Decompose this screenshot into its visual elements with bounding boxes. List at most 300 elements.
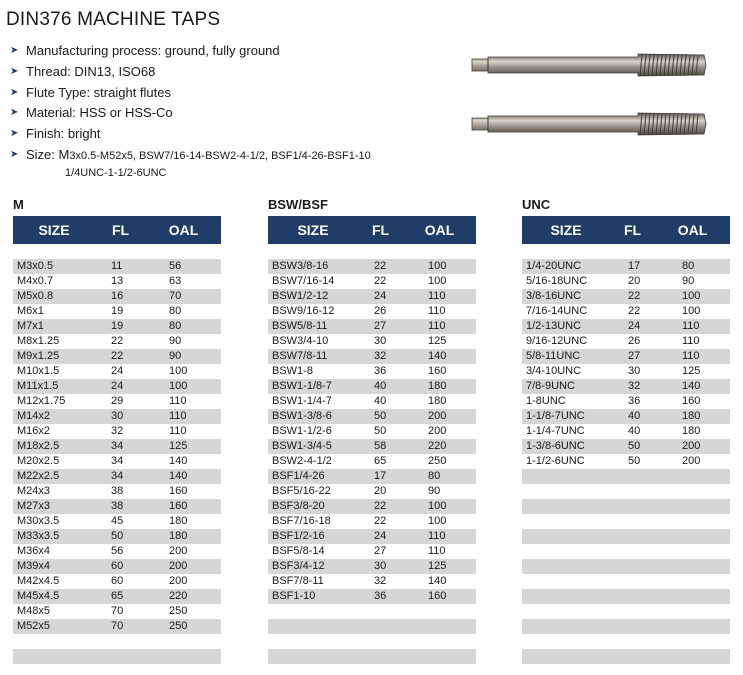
spec-label: Thread: DIN13, ISO68 [26,63,156,79]
cell-size: BSF3/8-20 [272,500,325,512]
cell-oal: 63 [169,275,182,287]
cell-fl: 40 [374,395,387,407]
cell-oal [678,589,730,604]
cell-size [522,469,624,484]
table-row [268,364,476,379]
cell-fl: 22 [374,515,387,527]
cell-fl: 26 [374,305,387,317]
header-oal: OAL [677,222,708,238]
cell-oal: 180 [428,395,447,407]
cell-oal: 110 [169,410,187,422]
cell-fl: 11 [111,260,123,272]
cell-oal: 160 [169,485,188,497]
cell-size: BSF7/8-11 [272,575,324,587]
cell-fl: 34 [111,440,124,452]
cell-fl: 26 [628,335,641,347]
cell-oal: 220 [428,440,447,452]
table-row [522,574,730,589]
cell-size: BSW5/8-11 [272,320,328,332]
table-row [268,559,476,574]
tap-drawing [470,109,708,139]
table-row [522,604,730,619]
spec-item [10,103,371,124]
table-header [13,216,221,244]
cell-oal: 80 [169,305,182,317]
cell-size [268,649,370,664]
table-row [522,304,730,319]
table-row [268,634,476,649]
cell-oal: 160 [682,395,701,407]
cell-size [268,619,370,634]
cell-size [268,604,370,619]
cell-oal: 200 [169,545,188,557]
table-row [522,364,730,379]
table-row [522,544,730,559]
cell-oal: 160 [428,590,447,602]
cell-size: M9x1.25 [17,350,60,362]
table-row [522,499,730,514]
cell-oal [678,469,730,484]
cell-oal [678,574,730,589]
cell-fl: 50 [111,530,124,542]
table-row [522,259,730,274]
table-row [522,529,730,544]
header-fl: FL [111,222,130,238]
cell-oal [678,544,730,559]
table-row [13,454,221,469]
table-body [13,259,221,664]
cell-size: M48x5 [17,605,51,617]
table-title: M [13,197,24,212]
cell-fl: 32 [111,425,124,437]
cell-oal: 80 [428,470,441,482]
cell-oal: 160 [169,500,188,512]
cell-fl: 34 [111,470,124,482]
table-row [13,289,221,304]
cell-size: BSF5/16-22 [272,485,331,497]
table-row [13,349,221,364]
cell-fl: 17 [628,260,641,272]
table-row [522,649,730,664]
header-size: SIZE [38,222,70,238]
cell-fl: 60 [111,560,124,572]
cell-size: M33x3.5 [17,530,60,542]
table-row [13,424,221,439]
arrow-bullet-icon: ➤ [10,65,19,77]
cell-oal: 250 [169,620,188,632]
cell-size [522,559,624,574]
cell-oal: 110 [169,395,187,407]
cell-oal: 180 [682,410,701,422]
cell-oal: 125 [682,365,701,377]
cell-size: 1/2-13UNC [526,320,582,332]
cell-fl: 32 [374,350,387,362]
cell-size: 1-1/2-6UNC [526,455,585,467]
table-row [522,349,730,364]
cell-fl [624,634,678,649]
cell-oal: 200 [169,560,188,572]
header-size: SIZE [297,222,329,238]
cell-size [522,649,624,664]
cell-oal: 100 [682,305,701,317]
cell-size: M14x2 [17,410,51,422]
cell-fl: 24 [111,365,124,377]
cell-oal [678,514,730,529]
table-row [13,589,221,604]
cell-oal [678,559,730,574]
cell-fl: 70 [111,620,124,632]
table-row [522,379,730,394]
cell-fl: 19 [111,305,124,317]
table-row [268,529,476,544]
cell-fl: 30 [628,365,641,377]
cell-size: BSW3/4-10 [272,335,329,347]
cell-size: M12x1.75 [17,395,66,407]
unc-table [522,196,730,664]
cell-fl [624,529,678,544]
cell-fl: 22 [628,305,641,317]
cell-size: M5x0.8 [17,290,54,302]
cell-oal: 100 [682,290,701,302]
cell-fl [624,499,678,514]
cell-fl: 22 [374,275,387,287]
cell-fl: 36 [628,395,641,407]
cell-oal [678,529,730,544]
cell-oal: 140 [428,350,447,362]
cell-oal: 110 [682,350,700,362]
arrow-bullet-icon: ➤ [10,128,19,140]
cell-size: M24x3 [17,485,51,497]
size-line1: 3x0.5-M52x5, BSW7/16-14-BSW2-4-1/2, BSF1/4-26-BSF1-10 [69,149,371,162]
table-row [13,619,221,634]
table-row [13,409,221,424]
table-row [13,394,221,409]
cell-oal [424,619,476,634]
cell-size: M45x4.5 [17,590,60,602]
size-prefix: Size: M [26,146,70,162]
table-row [522,289,730,304]
cell-size: M4x0.7 [17,275,54,287]
cell-fl: 29 [111,395,124,407]
header-size: SIZE [550,222,582,238]
table-row [522,634,730,649]
cell-fl: 22 [111,335,124,347]
cell-oal: 160 [428,365,447,377]
cell-oal: 200 [682,440,701,452]
tap-drawing [470,50,708,80]
spec-item [10,41,371,62]
table-body [268,259,476,664]
cell-size: 1/4-20UNC [526,260,582,272]
cell-fl: 30 [374,335,387,347]
cell-oal [678,649,730,664]
cell-oal: 200 [428,410,447,422]
spec-list [10,41,371,166]
cell-size: M8x1.25 [17,335,60,347]
cell-oal: 180 [428,380,447,392]
cell-fl [370,634,424,649]
cell-oal: 200 [682,455,701,467]
table-row [522,469,730,484]
table-row [268,349,476,364]
cell-size: M42x4.5 [17,575,60,587]
table-row [268,589,476,604]
header-oal: OAL [168,222,199,238]
cell-fl: 32 [628,380,641,392]
cell-oal: 90 [428,485,441,497]
cell-fl: 50 [628,440,641,452]
cell-fl [624,604,678,619]
cell-size: BSW1-1/8-7 [272,380,332,392]
cell-oal: 200 [428,425,447,437]
spec-label: Manufacturing process: ground, fully ground [26,43,280,58]
table-row [522,409,730,424]
cell-size: BSW1-3/4-5 [272,440,332,452]
cell-size: M36x4 [17,545,51,557]
cell-size: M7x1 [17,320,44,332]
cell-fl: 58 [374,440,387,452]
cell-fl: 40 [628,425,641,437]
table-row [13,364,221,379]
table-row [13,274,221,289]
arrow-bullet-icon: ➤ [10,86,19,98]
table-row [522,619,730,634]
table-row [268,394,476,409]
cell-size: BSW1-1/2-6 [272,425,332,437]
cell-size: M27x3 [17,500,51,512]
cell-size: BSW3/8-16 [272,260,329,272]
cell-size: M30x3.5 [17,515,60,527]
cell-size: BSF1/2-16 [272,530,325,542]
cell-oal: 100 [428,260,447,272]
cell-fl: 24 [628,320,641,332]
cell-oal: 140 [169,455,188,467]
table-row [268,289,476,304]
cell-oal [678,604,730,619]
spec-label: Finish: bright [26,126,101,142]
cell-fl: 32 [374,575,387,587]
table-row [268,484,476,499]
cell-fl: 38 [111,500,124,512]
cell-fl [624,514,678,529]
cell-fl [370,604,424,619]
cell-fl [624,589,678,604]
cell-size: M10x1.5 [17,365,60,377]
table-row [13,379,221,394]
cell-fl [107,649,165,664]
cell-fl [624,619,678,634]
table-row [13,304,221,319]
cell-oal: 110 [169,425,187,437]
cell-fl: 50 [628,455,641,467]
cell-fl [624,574,678,589]
table-title: UNC [522,197,551,212]
cell-fl: 50 [374,410,387,422]
cell-oal: 110 [682,320,700,332]
table-row [13,544,221,559]
cell-size: 1-3/8-6UNC [526,440,585,452]
cell-fl: 40 [628,410,641,422]
table-row [268,304,476,319]
table-row [268,574,476,589]
cell-fl: 38 [111,485,124,497]
cell-oal: 110 [428,305,446,317]
table-row [13,649,221,664]
table-row [522,319,730,334]
table-row [13,259,221,274]
cell-oal: 140 [169,470,188,482]
cell-fl: 20 [628,275,641,287]
cell-size: 1-1/8-7UNC [526,410,585,422]
spec-label: Material: HSS or HSS-Co [26,105,173,121]
cell-fl: 45 [111,515,124,527]
cell-size [268,634,370,649]
cell-oal: 125 [428,560,447,572]
cell-oal: 80 [682,260,695,272]
cell-size: M16x2 [17,425,51,437]
table-row [522,484,730,499]
cell-oal: 110 [428,320,446,332]
header-fl: FL [623,222,642,238]
cell-size [522,529,624,544]
cell-fl: 65 [374,455,387,467]
cell-fl [624,544,678,559]
cell-size: BSW2-4-1/2 [272,455,332,467]
table-row [268,469,476,484]
cell-size: BSW1/2-12 [272,290,329,302]
bsw-bsf-table [268,196,476,664]
cell-size: 7/16-14UNC [526,305,588,317]
cell-oal: 90 [169,335,182,347]
cell-oal: 100 [169,380,188,392]
cell-oal: 140 [428,575,447,587]
table-row [13,514,221,529]
table-row [268,274,476,289]
cell-oal: 110 [428,290,446,302]
cell-oal: 100 [428,515,447,527]
cell-oal [678,634,730,649]
cell-size: M6x1 [17,305,44,317]
table-row [268,619,476,634]
cell-size: M18x2.5 [17,440,60,452]
table-row [268,379,476,394]
table-row [522,454,730,469]
cell-fl: 27 [628,350,641,362]
cell-size [522,544,624,559]
cell-oal [424,634,476,649]
table-row [13,334,221,349]
table-row [522,514,730,529]
cell-fl: 24 [374,530,387,542]
cell-oal [678,484,730,499]
table-row [268,319,476,334]
cell-size: BSW1-1/4-7 [272,395,332,407]
cell-size: BSF7/16-18 [272,515,331,527]
cell-fl: 22 [374,260,387,272]
machine-tap-image [470,109,708,139]
cell-size [522,604,624,619]
cell-fl: 22 [374,500,387,512]
cell-size: BSW1-3/8-6 [272,410,332,422]
arrow-bullet-icon: ➤ [10,45,19,56]
cell-size: BSW7/16-14 [272,275,335,287]
table-row [13,319,221,334]
arrow-bullet-icon: ➤ [10,107,19,119]
spec-item [10,62,371,83]
cell-size: BSF1-10 [272,590,316,602]
table-row [13,439,221,454]
cell-fl [624,649,678,664]
cell-oal [424,649,476,664]
cell-fl [624,484,678,499]
spec-item [10,124,371,145]
table-row [13,469,221,484]
cell-size [13,649,107,664]
cell-oal [165,634,221,649]
cell-fl: 50 [374,425,387,437]
cell-oal [678,499,730,514]
cell-fl: 22 [628,290,641,302]
cell-oal: 56 [169,260,182,272]
cell-size: M3x0.5 [17,260,54,272]
cell-fl: 30 [111,410,124,422]
cell-fl: 60 [111,575,124,587]
cell-fl: 36 [374,365,387,377]
cell-size [522,589,624,604]
cell-size: 3/4-10UNC [526,365,582,377]
cell-oal: 70 [169,290,182,302]
table-row [522,394,730,409]
cell-size: M52x5 [17,620,51,632]
table-row [13,634,221,649]
cell-oal: 110 [428,545,446,557]
cell-oal: 110 [682,335,700,347]
cell-size: 1-1/4-7UNC [526,425,585,437]
cell-oal: 100 [428,275,447,287]
cell-oal: 250 [428,455,447,467]
table-row [268,544,476,559]
cell-size: BSW1-8 [272,365,313,377]
table-title: BSW/BSF [268,197,328,212]
cell-oal: 90 [682,275,695,287]
cell-oal: 125 [169,440,188,452]
cell-size: BSF3/4-12 [272,560,325,572]
table-row [268,424,476,439]
size-line2: 1/4UNC-1-1/2-6UNC [65,167,167,179]
spec-item [10,83,371,104]
cell-size: 9/16-12UNC [526,335,588,347]
table-header [522,216,730,244]
table-row [268,259,476,274]
table-body [522,259,730,664]
table-row [13,604,221,619]
cell-oal [424,604,476,619]
cell-fl [624,559,678,574]
table-row [13,559,221,574]
cell-size [522,574,624,589]
table-row [268,604,476,619]
cell-fl: 16 [111,290,124,302]
page-title: DIN376 MACHINE TAPS [6,9,221,30]
machine-tap-image [470,50,708,80]
table-row [268,334,476,349]
table-row [268,514,476,529]
cell-oal [165,649,221,664]
cell-fl: 24 [374,290,387,302]
cell-fl [370,649,424,664]
cell-fl: 34 [111,455,124,467]
cell-fl: 70 [111,605,124,617]
